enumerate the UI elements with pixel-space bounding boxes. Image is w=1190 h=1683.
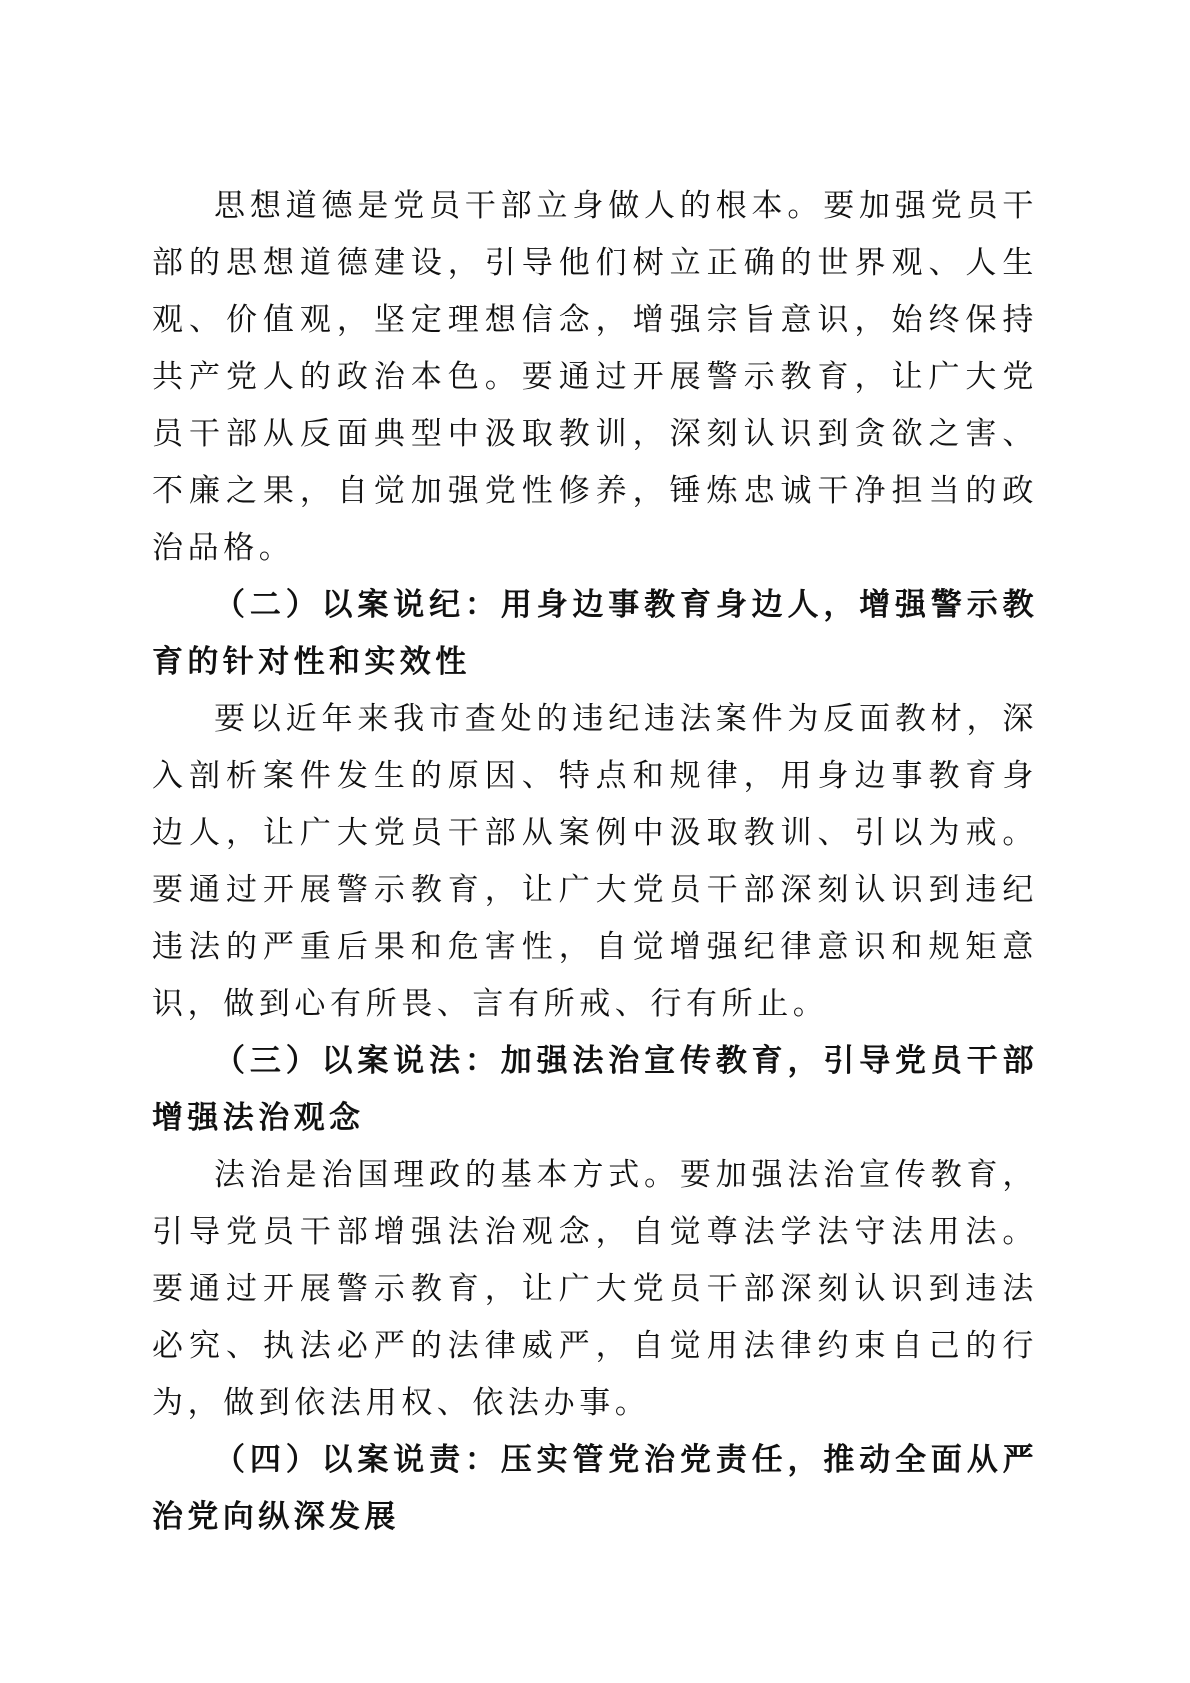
paragraph-moral-education: 思想道德是党员干部立身做人的根本。要加强党员干部的思想道德建设，引导他们树立正确的世界观、人生观、价值观，坚定理想信念，增强宗旨意识，始终保持共产党人的政治本色。要通过开展警示教育，让广大党员干部从反面典型中汲取教训，深刻认识到贪欲之害、不廉之果，自觉加强党性修养，锤炼忠诚干净担当的政治品格。	[152, 188, 1038, 566]
section-heading-responsibility: （四）以案说责：压实管党治党责任，推动全面从严治党向纵深发展	[152, 1442, 1038, 1535]
paragraph-case-discipline: 要以近年来我市查处的违纪违法案件为反面教材，深入剖析案件发生的原因、特点和规律，用身边事教育身边人，让广大党员干部从案例中汲取教训、引以为戒。要通过开展警示教育，让广大党员干部深刻认识到违纪违法的严重后果和危害性，自觉增强纪律意识和规矩意识，做到心有所畏、言有所戒、行有所止。	[152, 701, 1038, 1022]
document-body	[152, 178, 1038, 1546]
paragraph-rule-of-law: 法治是治国理政的基本方式。要加强法治宣传教育，引导党员干部增强法治观念，自觉尊法学法守法用法。要通过开展警示教育，让广大党员干部深刻认识到违法必究、执法必严的法律威严，自觉用法律约束自己的行为，做到依法用权、依法办事。	[152, 1157, 1038, 1421]
section-heading-discipline: （二）以案说纪：用身边事教育身边人，增强警示教育的针对性和实效性	[152, 587, 1038, 680]
section-heading-law: （三）以案说法：加强法治宣传教育，引导党员干部增强法治观念	[152, 1043, 1038, 1136]
